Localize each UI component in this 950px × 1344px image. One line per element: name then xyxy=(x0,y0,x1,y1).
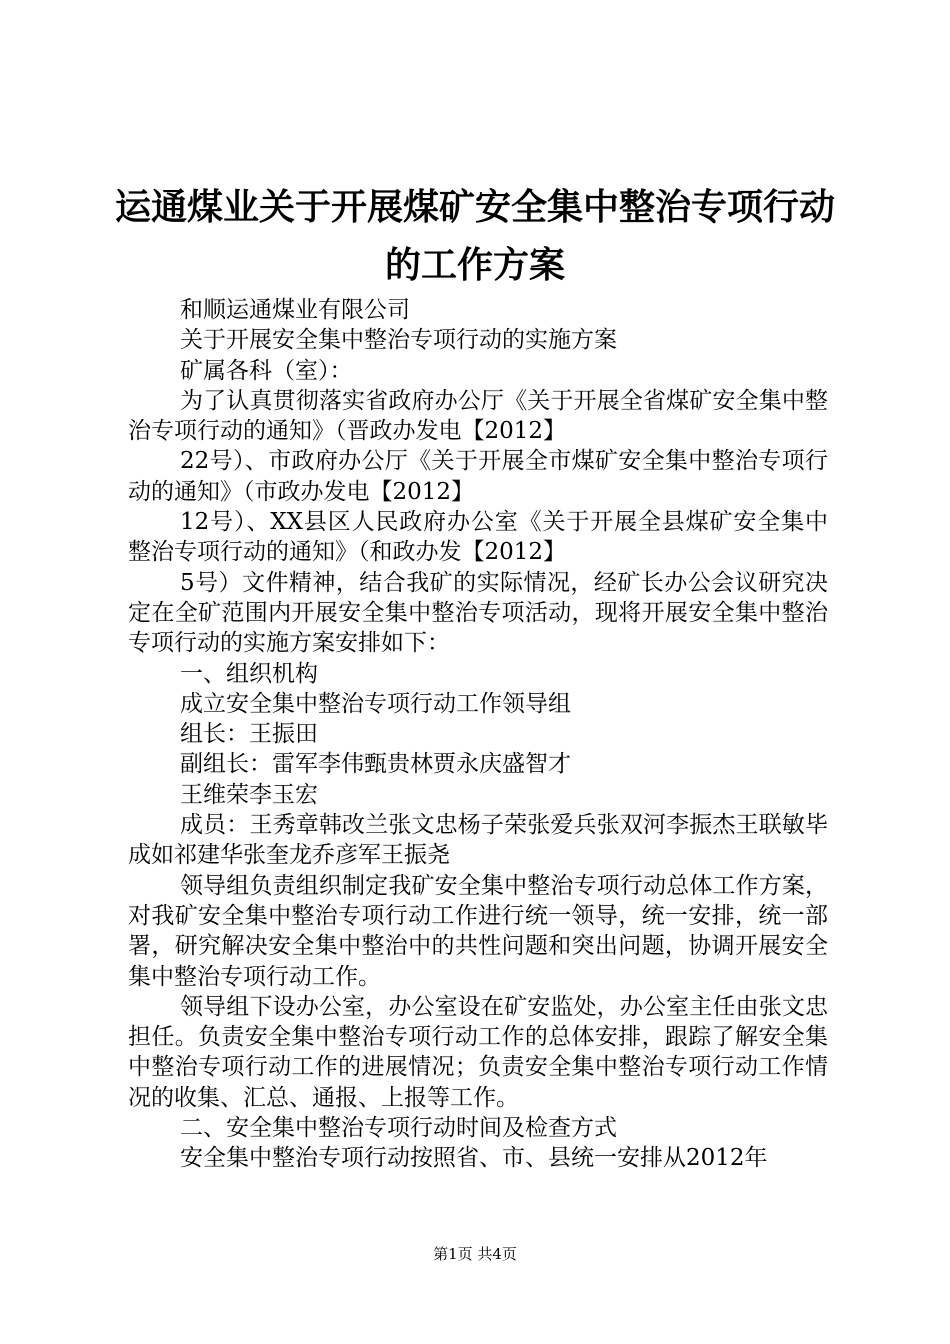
paragraph-schedule: 安全集中整治专项行动按照省、市、县统一安排从2012年 xyxy=(180,1145,768,1172)
paragraph-office-duties: 领导组下设办公室，办公室设在矿安监处，办公室主任由张文忠担任。负责安全集中整治专项行动工作的总体安排，跟踪了解安全集中整治专项行动工作的进展情况；负责安全集中整治专项行动工作情况的收集、汇总、通报、上报等工作。 xyxy=(128,993,828,1111)
document-body xyxy=(128,295,828,1174)
paragraph-deputy-leaders: 副组长：雷军李伟甄贵林贾永庆盛智才 xyxy=(180,751,571,778)
paragraph-group-leader: 组长：王振田 xyxy=(180,721,318,748)
paragraph-leading-group: 成立安全集中整治专项行动工作领导组 xyxy=(180,690,571,717)
paragraph-group-duties: 领导组负责组织制定我矿安全集中整治专项行动总体工作方案，对我矿安全集中整治专项行动工作进行统一领导，统一安排，统一部署，研究解决安全集中整治中的共性问题和突出问题，协调开展安全集中整治专项行动工作。 xyxy=(128,872,828,990)
paragraph-intro-3: 12号）、XX县区人民政府办公室《关于开展全县煤矿安全集中整治专项行动的通知》（和政办发【2012】 xyxy=(128,509,828,566)
paragraph-deputy-leaders-cont: 王维荣李玉宏 xyxy=(180,781,318,808)
section-heading-schedule: 二、安全集中整治专项行动时间及检查方式 xyxy=(180,1115,617,1142)
section-heading-organization: 一、组织机构 xyxy=(180,660,318,687)
paragraph-addressee: 矿属各科（室）： xyxy=(180,357,353,384)
paragraph-members: 成员：王秀章韩改兰张文忠杨子荣张爱兵张双河李振杰王联敏毕成如祁建华张奎龙乔彦军王振尧 xyxy=(128,812,828,869)
paragraph-intro-4: 5号）文件精神，结合我矿的实际情况，经矿长办公会议研究决定在全矿范围内开展安全集中整治专项活动，现将开展安全集中整治专项行动的实施方案安排如下： xyxy=(128,569,828,657)
paragraph-intro-2: 22号）、市政府办公厅《关于开展全市煤矿安全集中整治专项行动的通知》（市政办发电【2012】 xyxy=(128,448,828,505)
document-title-line-1: 运通煤业关于开展煤矿安全集中整治专项行动 xyxy=(114,187,835,228)
paragraph-intro-1: 为了认真贯彻落实省政府办公厅《关于开展全省煤矿安全集中整治专项行动的通知》（晋政办发电【2012】 xyxy=(128,387,828,445)
paragraph-company-name: 和顺运通煤业有限公司 xyxy=(180,297,410,323)
document-title-line-2: 的工作方案 xyxy=(384,245,565,286)
page-number-footer: 第1页 共4页 xyxy=(433,1245,517,1263)
paragraph-plan-title: 关于开展安全集中整治专项行动的实施方案 xyxy=(180,327,617,354)
